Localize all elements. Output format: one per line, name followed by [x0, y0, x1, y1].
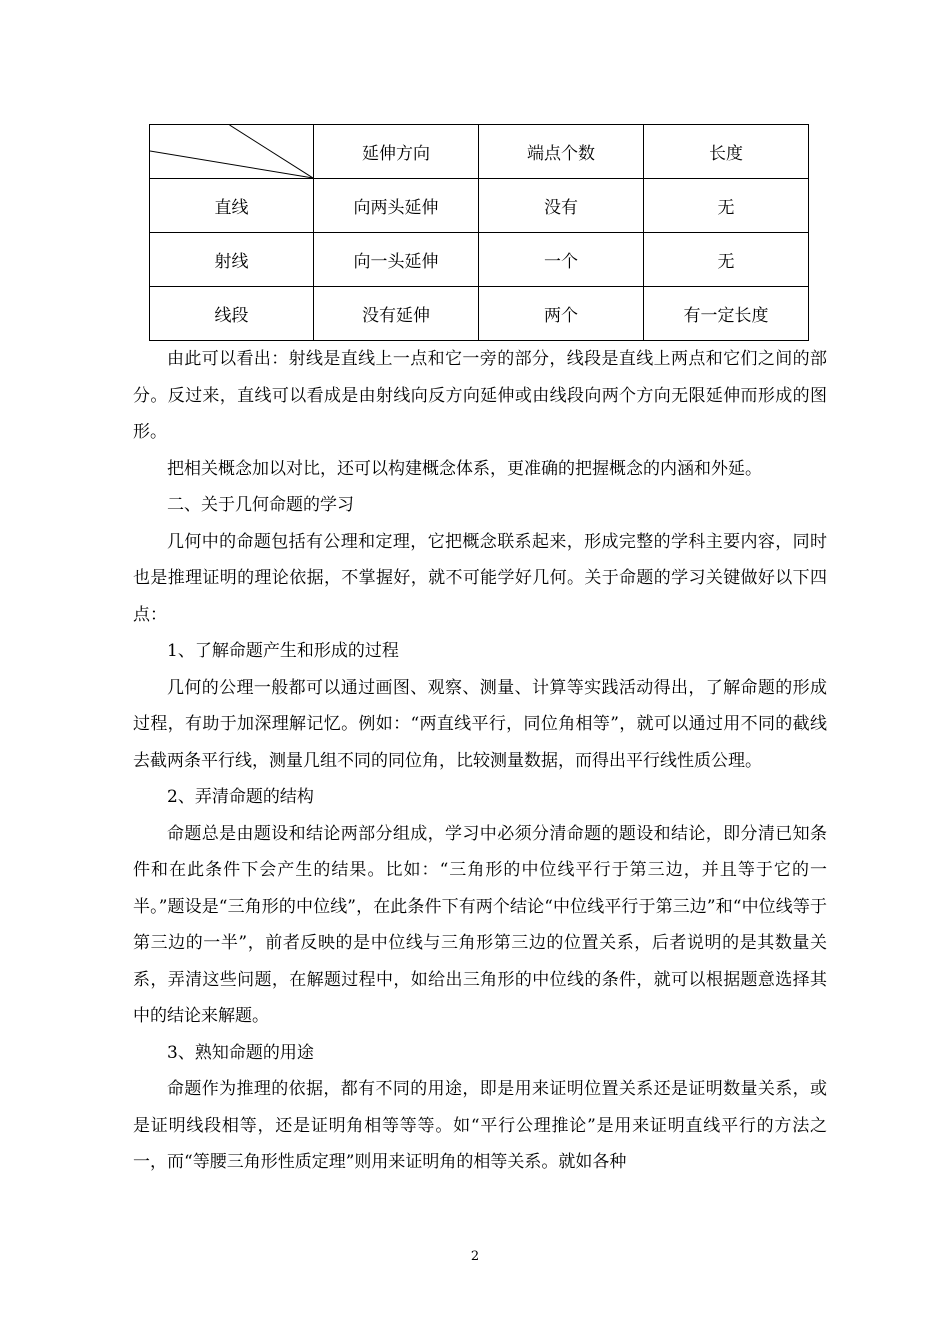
paragraph: 几何中的命题包括有公理和定理，它把概念联系起来，形成完整的学科主要内容，同时也是推理证明的理论依据，不掌握好，就不可能学好几何。关于命题的学习关键做好以下四点： [133, 531, 827, 625]
table-cell: 向一头延伸 [314, 233, 479, 287]
table-header-row [150, 125, 809, 179]
section-heading: 二、关于几何命题的学习 [167, 495, 354, 515]
table-cell: 无 [644, 179, 809, 233]
paragraph: 几何的公理一般都可以通过画图、观察、测量、计算等实践活动得出，了解命题的形成过程，有助于加深理解记忆。例如：“两直线平行，同位角相等”，就可以通过用不同的截线去截两条平行线，测量几组不同的同位角，比较测量数据，而得出平行线性质公理。 [133, 677, 827, 771]
table-cell: 两个 [479, 287, 644, 341]
table-cell: 一个 [479, 233, 644, 287]
table-cell: 没有延伸 [314, 287, 479, 341]
table-header-cell: 延伸方向 [314, 125, 479, 179]
paragraph: 由此可以看出：射线是直线上一点和它一旁的部分，线段是直线上两点和它们之间的部分。反过来，直线可以看成是由射线向反方向延伸或由线段向两个方向无限延伸而形成的图形。 [133, 349, 827, 442]
diagonal-header-cell [150, 125, 314, 179]
table-cell: 有一定长度 [644, 287, 809, 341]
table-row [150, 233, 809, 287]
subsection-heading: 1、了解命题产生和形成的过程 [167, 641, 399, 661]
table-cell: 无 [644, 233, 809, 287]
table-row [150, 287, 809, 341]
paragraph: 命题作为推理的依据，都有不同的用途，即是用来证明位置关系还是证明数量关系，或是证明线段相等，还是证明角相等等等。如“平行公理推论”是用来证明直线平行的方法之一，而“等腰三角形性质定理”则用来证明角的相等关系。就如各种 [133, 1079, 827, 1172]
table-cell: 向两头延伸 [314, 179, 479, 233]
table-header-cell: 长度 [644, 125, 809, 179]
table-row-label: 射线 [150, 233, 314, 287]
paragraph: 把相关概念加以对比，还可以构建概念体系，更准确的把握概念的内涵和外延。 [167, 458, 762, 479]
diagonal-lines [150, 125, 313, 178]
table-row-label: 线段 [150, 287, 314, 341]
body-text [133, 341, 827, 1181]
comparison-table [149, 124, 809, 341]
paragraph: 命题总是由题设和结论两部分组成，学习中必须分清命题的题设和结论，即分清已知条件和在此条件下会产生的结果。比如：“三角形的中位线平行于第三边，并且等于它的一半。”题设是“三角形的中位线”，在此条件下有两个结论“中位线平行于第三边”和“中位线等于第三边的一半”，前者反映的是中位线与三角形第三边的位置关系，后者说明的是其数量关系，弄清这些问题，在解题过程中，如给出三角形的中位线的条件，就可以根据题意选择其中的结论来解题。 [133, 823, 827, 1026]
table-header-cell: 端点个数 [479, 125, 644, 179]
page-number: 2 [470, 1249, 480, 1264]
table-cell: 没有 [479, 179, 644, 233]
table-row-label: 直线 [150, 179, 314, 233]
subsection-heading: 2、弄清命题的结构 [167, 787, 314, 807]
subsection-heading: 3、熟知命题的用途 [167, 1042, 314, 1063]
table-row [150, 179, 809, 233]
